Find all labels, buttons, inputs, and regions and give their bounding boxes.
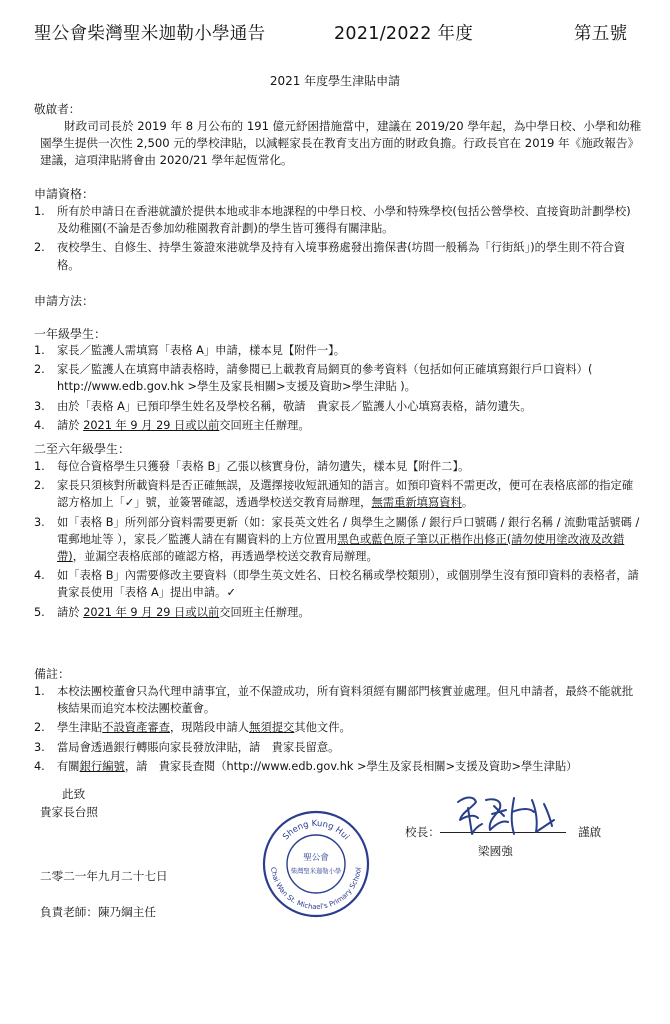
item-text: ，並漏空表格底部的確認方格，再透過學校送交教育局辦理。: [72, 550, 378, 564]
item-number: 3.: [34, 399, 45, 413]
item-number: 3.: [34, 740, 45, 754]
eligibility-heading: 申請資格：: [34, 187, 95, 201]
deadline-date: 2021 年 9 月 29 日或以前: [83, 418, 220, 432]
item-number: 4.: [34, 418, 45, 432]
list-item: [34, 567, 640, 601]
list-item: [34, 683, 640, 717]
item-text: 當局會透過銀行轉賬向家長發放津貼，請 貴家長留意。: [57, 740, 340, 754]
p26-heading: 二至六年級學生：: [34, 442, 131, 456]
item-text: 所有於申請日在香港就讀於提供本地或非本地課程的中學日校、小學和特殊學校(包括公營學校、直接資助計劃學校)及幼稚園(不論是否參加幼稚園教育計劃)的學生皆可獲得有關津貼。: [57, 205, 631, 236]
item-text: 其他文件。: [294, 721, 351, 735]
list-item: [34, 458, 640, 475]
closing-line-2: 貴家長台照: [40, 805, 98, 819]
respectfully-suffix: 謹啟: [578, 825, 602, 839]
item-text: 由於「表格 A」已預印學生姓名及學校名稱，敬請 貴家長／監護人小心填寫表格，請勿遺失。: [57, 399, 532, 413]
item-number: 1.: [34, 344, 45, 357]
principal-name: 梁國強: [478, 844, 513, 858]
underlined-text: 黑色或藍色原子筆以正楷作出修正(請勿使用塗改液及改錯帶): [57, 532, 625, 564]
underlined-text: 無需重新填寫資料: [371, 496, 462, 510]
list-item: [34, 719, 640, 736]
school-seal-stamp: [258, 806, 374, 922]
p26-list: [34, 458, 640, 623]
list-item: [34, 239, 640, 273]
item-text: 交回班主任辦理。: [219, 605, 310, 619]
list-item: [34, 758, 640, 775]
eligibility-list: [34, 203, 640, 276]
underlined-text: 銀行編號: [79, 759, 125, 773]
item-text: 家長／監護人在填寫申請表格時，請參閱已上載教育局網頁的參考資料（包括如何正確填寫銀行戶口資料）( http://www.edb.gov.hk >學生及家長相關>支援及資助>學生津貼 )。: [57, 363, 593, 394]
p1-heading: 一年級學生：: [34, 327, 107, 341]
item-number: 2.: [34, 363, 45, 377]
notice-date: 二零二一年九月二十七日: [40, 869, 168, 883]
svg-text:聖公會: 聖公會: [303, 853, 329, 863]
notes-list: [34, 683, 640, 777]
notes-heading: 備註：: [34, 667, 71, 681]
list-item: [34, 477, 640, 511]
responsible-teacher: 負責老師：陳乃綱主任: [40, 905, 156, 919]
method-heading: 申請方法：: [34, 294, 95, 308]
item-text: 每位合資格學生只獲發「表格 B」乙張以核實身份，請勿遺失，樣本見【附件二】。: [57, 460, 470, 473]
school-name: 聖公會柴灣聖米迦勒小學通告: [34, 24, 266, 44]
item-text: ，現階段申請人: [170, 721, 250, 735]
closing-line-1: 此致: [62, 787, 86, 801]
item-text: 請於: [57, 418, 84, 432]
item-number: 2.: [34, 241, 45, 255]
item-text: 家長／監護人需填寫「表格 A」申請，樣本見【附件一】。: [57, 344, 346, 357]
deadline-date: 2021 年 9 月 29 日或以前: [83, 605, 220, 619]
item-number: 3.: [34, 515, 45, 529]
item-text: 夜校學生、自修生、持學生簽證來港就學及持有入境事務處發出擔保書(坊間一般稱為「行街紙」)的學生則不符合資格。: [57, 241, 626, 272]
notice-title: 2021 年度學生津貼申請: [269, 74, 401, 88]
greeting: 敬啟者：: [34, 102, 81, 116]
list-item: [34, 361, 640, 395]
item-number: 1.: [34, 205, 45, 218]
school-year: 2021/2022 年度: [334, 24, 474, 44]
seal-top-text: Sheng Kung Hui: [281, 818, 351, 843]
item-number: 1.: [34, 685, 45, 698]
item-text: ，請 貴家長查閱（http://www.edb.gov.hk >學生及家長相關>支援及資助>學生津貼）: [124, 759, 578, 773]
item-number: 2.: [34, 479, 45, 493]
item-text: 。: [461, 496, 474, 510]
item-text: 有關: [57, 759, 80, 773]
seal-bottom-text: Chai Wan St. Michael's Primary School: [269, 866, 363, 912]
underlined-text: 不設資產審查: [102, 721, 170, 735]
item-number: 5.: [34, 605, 45, 619]
item-number: 4.: [34, 569, 45, 583]
list-item: [34, 417, 640, 434]
item-number: 1.: [34, 460, 45, 473]
handwritten-signature: [452, 790, 558, 842]
list-item: [34, 604, 640, 621]
list-item: [34, 342, 640, 359]
item-text: 學生津貼: [57, 721, 103, 735]
list-item: [34, 203, 640, 237]
item-text: 如「表格 B」所列部分資料需要更新（如：家長英文姓名 / 與學生之關係 / 銀行戶口號碼 / 銀行名稱 / 流動電話號碼 / 電郵地址等 ），家長／監護人請在有關資料的上方位置用: [57, 515, 640, 546]
list-item: [34, 514, 640, 566]
list-item: [34, 739, 640, 756]
item-text: 請於: [57, 605, 84, 619]
principal-label: 校長：: [405, 825, 440, 839]
item-text: 家長只須核對所載資料是否正確無誤，及選擇接收短訊通知的語言。如預印資料不需更改，便可在表格底部的指定確認方格加上「✓」號，並簽署確認，透過學校送交教育局辦理，: [57, 479, 634, 510]
item-text: 本校法團校董會只為代理申請事宜，並不保證成功，所有資料須經有關部門核實並處理。但凡申請者，最終不能就批核結果而追究本校法團校董會。: [57, 685, 634, 716]
intro-paragraph: 財政司司長於 2019 年 8 月公布的 191 億元紓困措施當中，建議在 2019/20 學年起，為中學日校、小學和幼稚園學生提供一次性 2,500 元的學校津貼，以減輕家長在教育支出方面的財政負擔。行政長官在 2019 年《施政報告》建議，這項津貼將會由 2020/21 學年起恆常化。: [40, 119, 642, 167]
list-item: [34, 398, 640, 415]
p1-list: [34, 342, 640, 436]
item-text: 交回班主任辦理。: [219, 418, 310, 432]
notice-number: 第五號: [574, 24, 628, 44]
item-text: 如「表格 B」內需要修改主要資料（即學生英文姓名、日校名稱或學校類別），或個別學生沒有預印資料的表格者，請 貴家長使用「表格 A」提出申請。✓: [57, 569, 639, 600]
svg-text:柴灣聖米迦勒小學: 柴灣聖米迦勒小學: [290, 868, 342, 875]
item-number: 2.: [34, 721, 45, 735]
item-number: 4.: [34, 759, 45, 773]
underlined-text: 無須提交: [249, 721, 295, 735]
